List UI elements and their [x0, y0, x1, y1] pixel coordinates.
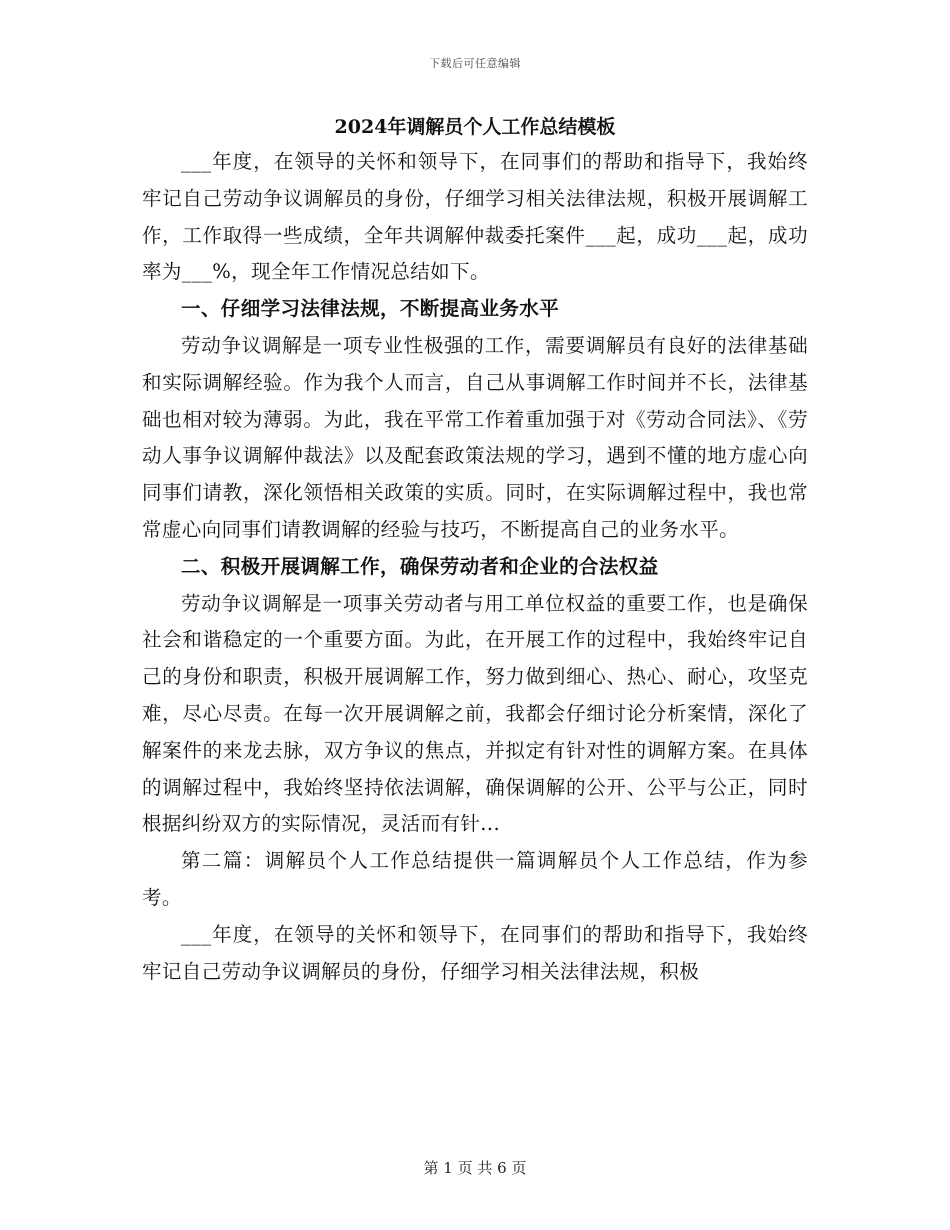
page-number-footer: 第 1 页 共 6 页: [423, 1159, 527, 1177]
paragraph-second-article-intro: 第二篇：调解员个人工作总结提供一篇调解员个人工作总结，作为参考。: [142, 849, 808, 909]
section-heading-1: 一、仔细学习法律法规，不断提高业务水平: [181, 297, 560, 321]
page-header-note: 下载后可任意编辑: [429, 57, 521, 70]
document-body: [142, 110, 808, 990]
paragraph-intro: ___年度，在领导的关怀和领导下，在同事们的帮助和指导下，我始终牢记自己劳动争议调解员的身份，仔细学习相关法律法规，积极开展调解工作，工作取得一些成绩，全年共调解仲裁委托案件___起，成功___起，成功率为___%，现全年工作情况总结如下。: [142, 150, 808, 284]
paragraph-second-article-body: ___年度，在领导的关怀和领导下，在同事们的帮助和指导下，我始终牢记自己劳动争议调解员的身份，仔细学习相关法律法规，积极: [142, 922, 808, 983]
document-title: 2024年调解员个人工作总结模板: [334, 116, 616, 138]
paragraph-section-2: 劳动争议调解是一项事关劳动者与用工单位权益的重要工作，也是确保社会和谐稳定的一个重要方面。为此，在开展工作的过程中，我始终牢记自己的身份和职责，积极开展调解工作，努力做到细心、热心、耐心，攻坚克难，尽心尽责。在每一次开展调解之前，我都会仔细讨论分析案情，深化了解案件的来龙去脉，双方争议的焦点，并拟定有针对性的调解方案。在具体的调解过程中，我始终坚持依法调解，确保调解的公开、公平与公正，同时根据纠纷双方的实际情况，灵活而有针...: [142, 591, 808, 836]
paragraph-section-1: 劳动争议调解是一项专业性极强的工作，需要调解员有良好的法律基础和实际调解经验。作为我个人而言，自己从事调解工作时间并不长，法律基础也相对较为薄弱。为此，我在平常工作着重加强于对《劳动合同法》、《劳动人事争议调解仲裁法》以及配套政策法规的学习，遇到不懂的地方虚心向同事们请教，深化领悟相关政策的实质。同时，在实际调解过程中，我也常常虚心向同事们请教调解的经验与技巧，不断提高自己的业务水平。: [142, 333, 808, 541]
section-heading-2: 二、积极开展调解工作，确保劳动者和企业的合法权益: [181, 554, 659, 578]
